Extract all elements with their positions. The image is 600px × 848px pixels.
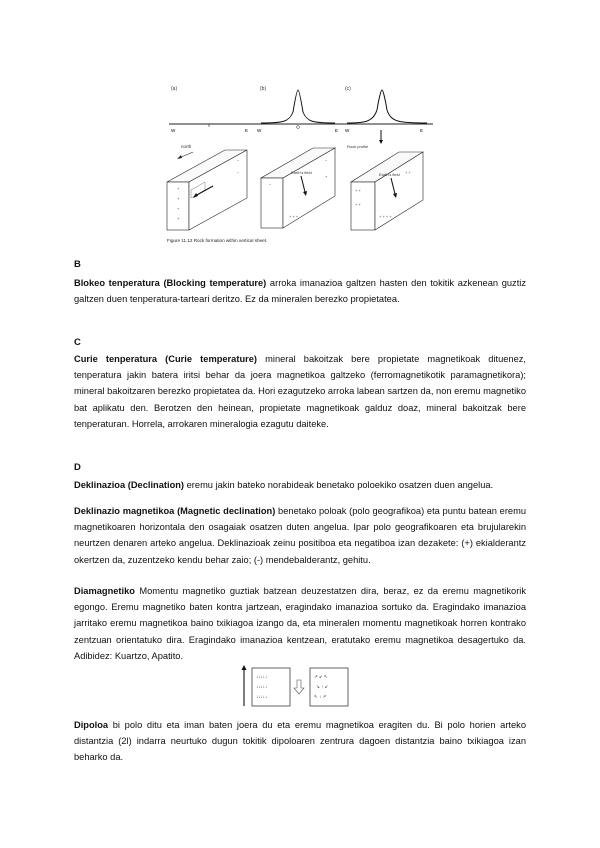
earths-field-label-b: Earth's field (291, 170, 312, 175)
curie-temperature-term: Curie tenperatura (Curie temperature) (74, 354, 258, 364)
e-label-a: E (245, 128, 249, 133)
w-label-b: W (257, 128, 262, 133)
diamagnetic-paragraph (74, 583, 526, 664)
magnetic-declination-paragraph (74, 503, 526, 568)
anomaly-curve-c (347, 90, 427, 123)
dipole-term: Dipoloa (74, 720, 109, 730)
section-d-letter: D (74, 462, 81, 473)
svg-text:+ +: + + (355, 188, 361, 193)
figure-caption: Figure 11.12 Rock formation within vertical sheet. (167, 238, 268, 243)
diamagnetic-text: Momentu magnetiko guztiak batzean deuzestatzen dira, beraz, ez da eremu magnetikorik egongo. Eremu magnetiko baten kontra jartzean, eragindako imanazioa sortuko da. Eragindako imanazioa jarritako eremu magnetikoa baino txikiagoa izango da, eta mineralen momentu magnetikoak horren kontrako zentzuan orientatuko dira. Eragindako imanazioa kentzean, eratutako eremu magnetikoa desagertuko da. Adibidez: Kuartzo, Apatito. (74, 586, 526, 661)
e-label-b: E (335, 128, 339, 133)
svg-text:+: + (177, 186, 180, 191)
svg-text:↓↓↓↓↓: ↓↓↓↓↓ (256, 694, 268, 699)
dipole-paragraph (74, 717, 526, 766)
e-label-c: E (420, 128, 424, 133)
anomaly-curve-b (261, 90, 335, 123)
panel-c-label: (c) (345, 86, 351, 92)
w-label-a: W (171, 128, 176, 133)
magnetic-declination-text: benetako poloak (polo geografikoa) eta puntu batean eremu magnetikoaren horizontala den osagaiak osatzen duten angelua. Ipar polo geografikoaren eta brujularekin neurtzen denaren arteko angelua. Deklinazioak zeinu positiboa eta negatiboa izan dezakete: (+) ekialderantz okertzen da, zuzentzeko kendu behar zaio; (-) mendebalderantz, gehitu. (74, 506, 527, 565)
svg-text:+ + + +: + + + + (379, 214, 392, 219)
block-c (347, 130, 423, 230)
svg-text:+ +: + + (355, 202, 361, 207)
panel-b-label: (b) (260, 86, 267, 92)
svg-text:↗ ↙ ↖: ↗ ↙ ↖ (314, 674, 328, 679)
section-c-paragraph (74, 351, 526, 432)
svg-text:−: − (325, 158, 328, 163)
rock-profile-label: Rock profile (347, 144, 369, 149)
svg-text:−: − (237, 170, 240, 175)
w-label-c: W (345, 128, 350, 133)
svg-text:+ + +: + + + (289, 214, 299, 219)
svg-text:+: + (177, 216, 180, 221)
transition-arrow (294, 680, 304, 694)
panel-a-label: (a) (171, 86, 178, 92)
blocking-temperature-term: Blokeo tenperatura (Blocking temperature) (74, 278, 267, 288)
svg-text:+: + (177, 206, 180, 211)
section-c-letter: C (74, 337, 81, 348)
dipole-text: bi polo ditu eta iman baten joera du eta eremu magnetikoa eragiten du. Bi polo horien arteko distantzia (2l) indarra neurtuko dugun tokitik dipoloaren zentrura dagoen distantzia baino txikiagoa izan beharko da. (74, 720, 526, 763)
magnetic-declination-term: Deklinazio magnetikoa (Magnetic declination) (74, 506, 276, 516)
section-b-letter: B (74, 259, 81, 270)
block-a (167, 150, 247, 230)
block-b (261, 148, 335, 228)
declination-term: Deklinazioa (Declination) (74, 480, 185, 490)
svg-text:+: + (177, 196, 180, 201)
svg-text:−: − (269, 182, 272, 187)
svg-text:↘ ↑ ↙: ↘ ↑ ↙ (316, 684, 329, 689)
section-b-paragraph (74, 275, 526, 307)
north-label: north (181, 144, 192, 149)
diamagnetic-figure (238, 664, 358, 708)
curie-temperature-text: mineral bakoitzak bere propietate magnetikoak dituenez, tenperatura jakin batera iritsi behar da joera magnetikoa galtzeko (ferromagnetikotik paramagnetikora); mineral bakoitzaren berezko propietatea da. Hori ezagutzeko arroka labean sartzen da, non eremu magnetiko bat aplikatu den. Berotzen den heinean, propietate magnetikoak galduz doaz, mineral bakoitzak bere tenperaturan. Horrela, arrokaren mineralogia ezagutu daiteke. (74, 354, 526, 429)
blocking-temperature-text: arroka imanazioa galtzen hasten den tokitik azkenean guztiz galtzen duen tenperatura-tarteari deritzo. Ez da mineralen berezko propietatea. (74, 278, 526, 305)
svg-text:+: + (325, 174, 328, 179)
svg-text:+ +: + + (405, 170, 411, 175)
svg-text:↓↓↓↓↓: ↓↓↓↓↓ (256, 684, 268, 689)
svg-text:↓↓↓↓↓: ↓↓↓↓↓ (256, 674, 268, 679)
magnetic-anomaly-figure (165, 78, 435, 246)
declination-text: eremu jakin bateko norabideak benetako poloekiko osatzen duen angelua. (184, 480, 494, 490)
svg-text:↖ ↓ ↗: ↖ ↓ ↗ (314, 694, 327, 699)
declination-paragraph (74, 477, 526, 493)
earths-field-label-c: Earth's field (379, 172, 400, 177)
svg-text:−: − (237, 158, 240, 163)
diamagnetic-term: Diamagnetiko (74, 586, 135, 596)
